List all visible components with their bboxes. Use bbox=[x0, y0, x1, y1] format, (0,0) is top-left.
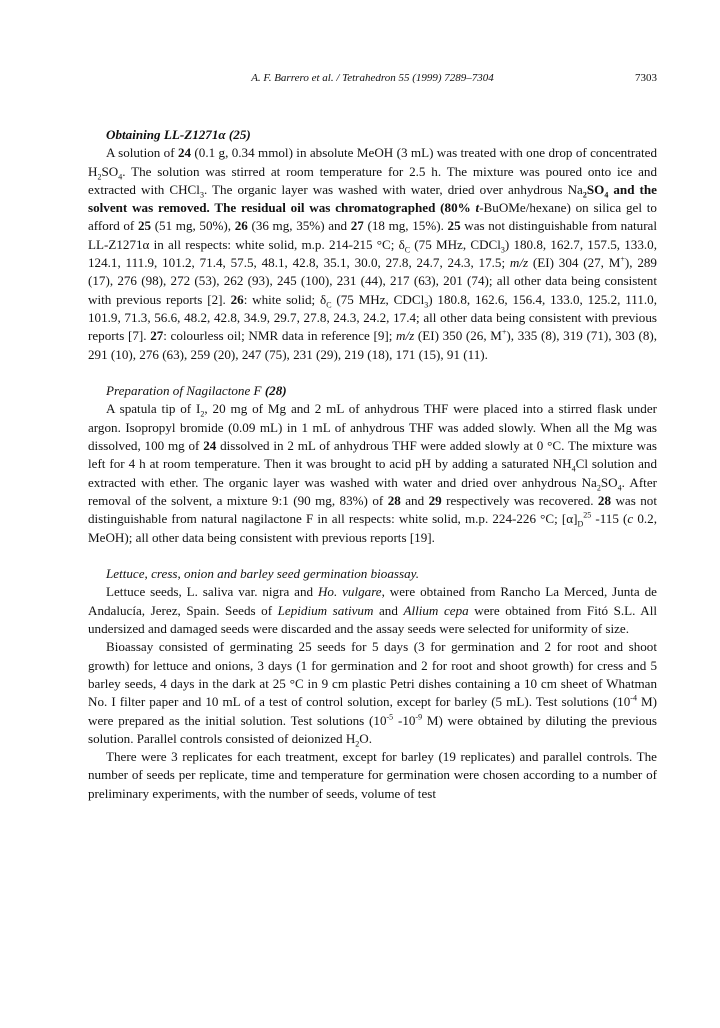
section-heading-obtaining-ll-z1271: Obtaining LL-Z1271α (25) bbox=[106, 127, 251, 142]
page-number: 7303 bbox=[635, 72, 657, 84]
running-head-citation: A. F. Barrero et al. / Tetrahedron 55 (1999) 7289–7304 bbox=[251, 72, 494, 84]
paragraph-bioassay-method: Bioassay consisted of germinating 25 seeds for 5 days (3 for germination and 2 for root and shoot growth) for lettuce and onions, 3 days (1 for germination and 2 for root and shoot growth) for cress and 5 barley seeds, 4 days in the dark at 25 °C in 9 cm plastic Petri dishes containing a 10 cm sheet of Whatman No. I filter paper and 10 mL of a test of control solution, except for barley (5 mL). Test solutions ($10^{-4}$ M) were prepared as the initial solution. Test solutions ($10^{-5}$ $-10^{-9}$ M) were obtained by diluting the previous solution. Parallel controls consisted of deionized $H_2O$. bbox=[88, 639, 658, 749]
section-heading-nagilactone-f: Preparation of Nagilactone F (28) bbox=[106, 383, 287, 399]
paragraph-obtaining-ll-z1271: A solution of 24 (0.1 g, 0.34 mmol) in absolute MeOH (3 mL) was treated with one drop of concentrated $H_2SO_4$. The solution was stirred at room temperature for 2.5 h. The mixture was poured onto ice and extracted with CHCl$_3$. The organic layer was washed with water, dried over anhydrous $Na_2SO_4$ and the solvent was removed. The residual oil was chromatographed (80% t-BuOMe/hexane) on silica gel to afford of 25 (51 mg, 50%), 26 (36 mg, 35%) and 27 (18 mg, 15%). 25 was not distinguishable from natural LL-Z1271α in all respects: white solid, m.p. 214-215 °C; $\delta_C$ (75 MHz, CDCl$_3$) 180.8, 162.7, 157.5, 133.0, 124.1, 111.9, 101.2, 71.4, 57.5, 48.1, 42.8, 35.1, 30.0, 27.8, 24.7, 24.3, 17.5; m/z (EI) 304 (27, M+), 289 (17), 276 (98), 272 (53), 262 (93), 245 (100), 231 (44), 217 (63), 201 (74); all other data being consistent with previous reports [2]. 26: white solid; $\delta_C$ (75 MHz, CDCl$_3$) 180.8, 162.6, 156.4, 133.0, 125.2, 111.0, 101.9, 71.3, 56.6, 48.2, 42.8, 34.9, 29.7, 27.8, 24.3, 24.2, 17.4; all other data being consistent with previous reports [7]. 27: colourless oil; NMR data in reference [9]; m/z (EI) 350 (26, M+), 335 (8), 319 (71), 303 (8), 291 (10), 276 (63), 259 (20), 247 (75), 231 (29), 219 (18), 171 (15), 91 (11). bbox=[88, 145, 658, 362]
section-heading-germination-bioassay: Lettuce, cress, onion and barley seed germination bioassay. bbox=[106, 566, 419, 582]
paragraph-nagilactone-f: A spatula tip of $I_2$, 20 mg of Mg and 2 mL of anhydrous THF were placed into a stirred flask under argon. Isopropyl bromide (0.09 mL) in 1 mL of anhydrous THF was added slowly. When all the Mg was dissolved, 100 mg of 24 dissolved in 2 mL of anhydrous THF were added slowly at 0 °C. The mixture was left for 4 h at room temperature. Then it was brought to acid pH by adding a saturated $NH_4Cl$ solution and extracted with ether. The organic layer was washed with water and dried over anhydrous $Na_2SO_4$. After removal of the solvent, a mixture 9:1 (90 mg, 83%) of 28 and 29 respectively was recovered. 28 was not distinguishable from natural nagilactone F in all respects: white solid, m.p. 224-226 °C; $[\alpha]_D^{25}$ -115 (c 0.2, MeOH); all other data being consistent with previous reports [19]. bbox=[88, 401, 658, 545]
paragraph-seed-sources: Lettuce seeds, L. saliva var. nigra and Ho. vulgare, were obtained from Rancho La Merced, Junta de Andalucía, Jerez, Spain. Seeds of Lepidium sativum and Allium cepa were obtained from Fitó S.L. All undersized and damaged seeds were discarded and the assay seeds were selected for uniformity of size. bbox=[88, 584, 658, 637]
running-head bbox=[88, 70, 657, 86]
article-body bbox=[88, 126, 657, 803]
paragraph-replicates: There were 3 replicates for each treatment, except for barley (19 replicates) and parallel controls. The number of seeds per replicate, time and temperature for germination were chosen according to a number of preliminary experiments, with the number of seeds, volume of test bbox=[88, 749, 657, 801]
